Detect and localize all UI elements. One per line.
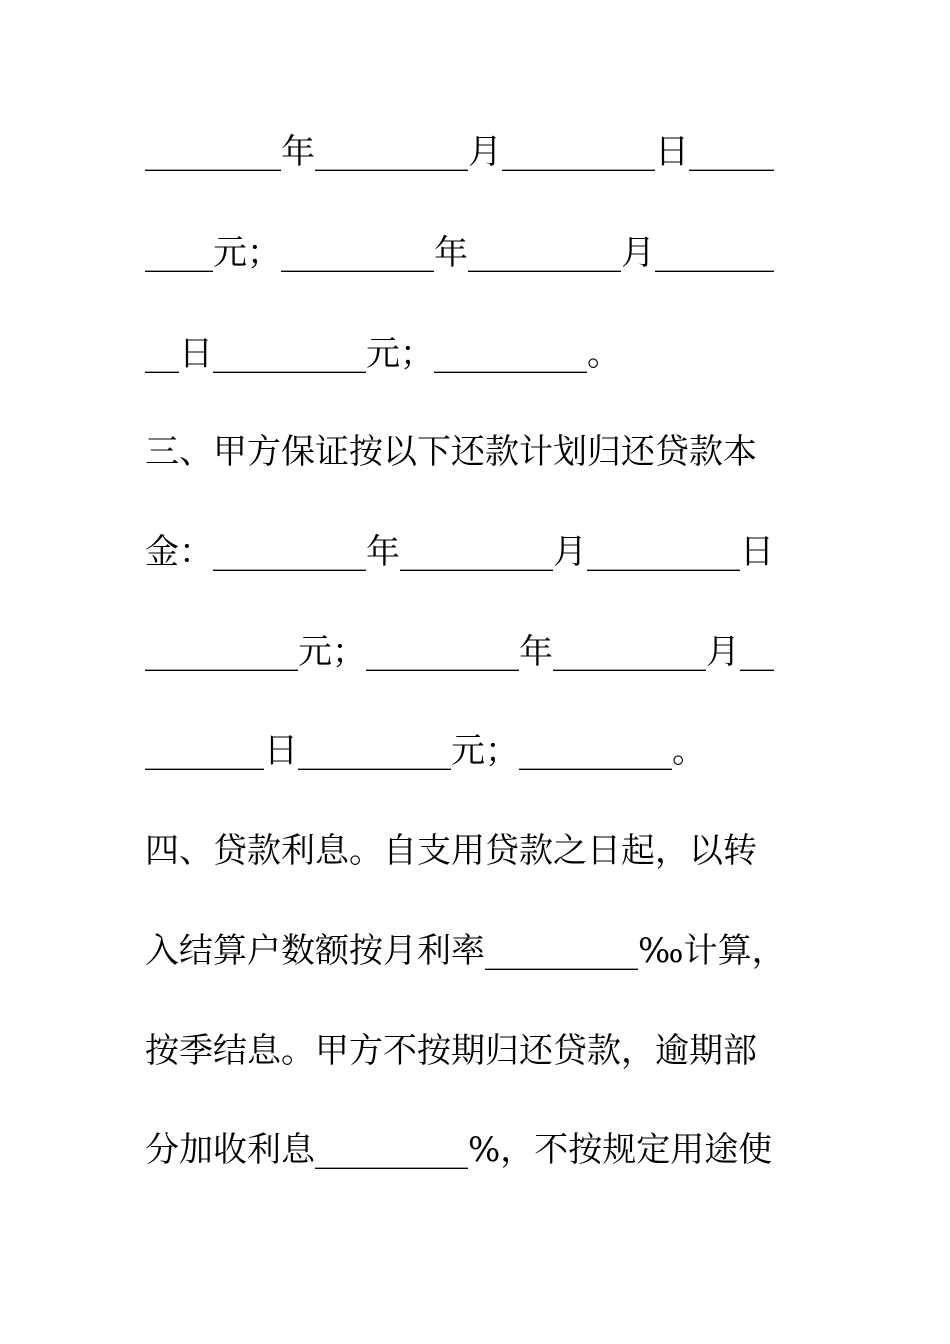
text-line-9: 入结算户数额按月利率_________‰计算， xyxy=(145,931,786,971)
text-line-1: ________年_________月_________日_____ xyxy=(145,132,774,172)
section-4-heading-line: 四、贷款利息。自支用贷款之日起，以转 xyxy=(145,831,757,871)
text-line-5: 金：_________年_________月_________日 xyxy=(145,532,774,572)
text-line-6: _________元；_________年_________月__ xyxy=(145,632,774,672)
text-line-2: ____元；_________年_________月_______ xyxy=(145,233,774,273)
text-line-10: 按季结息。甲方不按期归还贷款，逾期部 xyxy=(145,1031,757,1071)
section-3-heading-line: 三、甲方保证按以下还款计划归还贷款本 xyxy=(145,432,757,472)
text-line-11: 分加收利息_________%，不按规定用途使 xyxy=(145,1130,773,1170)
text-line-3: __日_________元；_________。 xyxy=(145,334,621,374)
text-line-7: _______日_________元；_________。 xyxy=(145,731,706,771)
